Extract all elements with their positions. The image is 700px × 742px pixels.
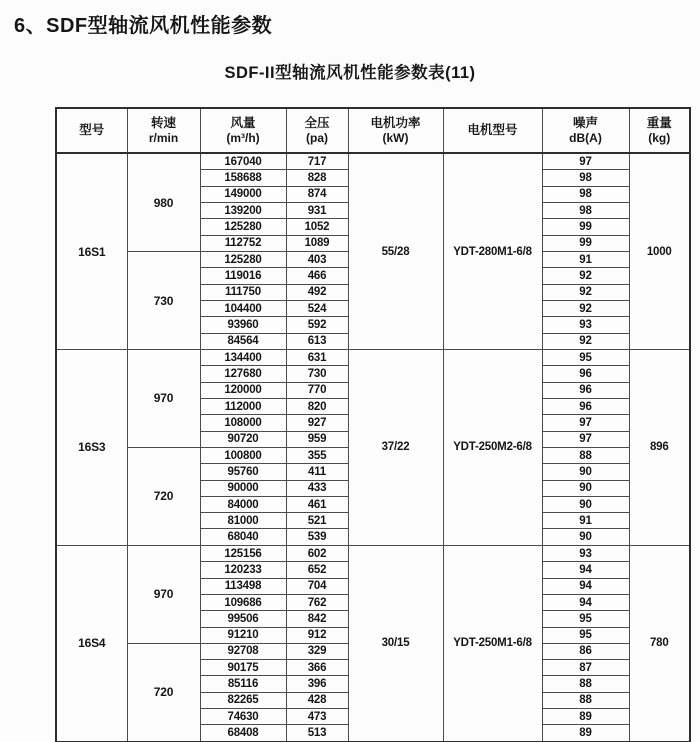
- cell-total-pressure: 730: [286, 366, 348, 382]
- cell-total-pressure: 329: [286, 643, 348, 659]
- cell-noise: 97: [542, 415, 629, 431]
- col-header-total-pressure-unit: (pa): [306, 130, 328, 145]
- cell-weight: 896: [629, 350, 690, 546]
- col-header-model-label: 型号: [79, 123, 105, 138]
- col-header-weight-label: 重量: [646, 115, 672, 130]
- cell-noise: 88: [542, 692, 629, 708]
- cell-motor-model: YDT-250M1-6/8: [443, 545, 542, 742]
- col-header-total-pressure-label: 全压: [304, 115, 330, 130]
- cell-air-volume: 134400: [200, 350, 286, 366]
- cell-air-volume: 84000: [200, 496, 286, 512]
- cell-speed: 720: [127, 643, 200, 742]
- cell-speed: 720: [127, 447, 200, 545]
- cell-total-pressure: 631: [286, 350, 348, 366]
- cell-total-pressure: 874: [286, 186, 348, 202]
- cell-noise: 92: [542, 300, 629, 316]
- cell-total-pressure: 524: [286, 300, 348, 316]
- cell-air-volume: 112000: [200, 398, 286, 414]
- col-header-weight-unit: (kg): [648, 130, 671, 145]
- cell-motor-power: 37/22: [348, 350, 443, 546]
- cell-air-volume: 112752: [200, 235, 286, 251]
- cell-speed: 970: [127, 545, 200, 643]
- cell-total-pressure: 704: [286, 578, 348, 594]
- cell-noise: 98: [542, 203, 629, 219]
- cell-noise: 90: [542, 464, 629, 480]
- cell-total-pressure: 613: [286, 333, 348, 349]
- cell-noise: 90: [542, 496, 629, 512]
- cell-air-volume: 81000: [200, 513, 286, 529]
- cell-noise: 96: [542, 366, 629, 382]
- col-header-speed-unit: r/min: [148, 130, 179, 145]
- cell-air-volume: 125280: [200, 252, 286, 268]
- cell-weight: 780: [629, 545, 690, 742]
- col-header-weight: [629, 108, 690, 153]
- cell-total-pressure: 461: [286, 496, 348, 512]
- cell-noise: 97: [542, 153, 629, 170]
- cell-total-pressure: 403: [286, 252, 348, 268]
- cell-total-pressure: 428: [286, 692, 348, 708]
- cell-noise: 99: [542, 219, 629, 235]
- table-row: [56, 153, 690, 170]
- col-header-model: [56, 108, 127, 153]
- cell-noise: 92: [542, 268, 629, 284]
- cell-noise: 88: [542, 676, 629, 692]
- cell-air-volume: 119016: [200, 268, 286, 284]
- cell-noise: 95: [542, 350, 629, 366]
- cell-speed: 730: [127, 252, 200, 350]
- cell-air-volume: 149000: [200, 186, 286, 202]
- cell-total-pressure: 539: [286, 529, 348, 545]
- col-header-motor-power-unit: (kW): [382, 130, 409, 145]
- model-section-16S3: [56, 350, 690, 546]
- cell-noise: 98: [542, 170, 629, 186]
- cell-motor-model: YDT-250M2-6/8: [443, 350, 542, 546]
- col-header-motor-power-label: 电机功率: [370, 115, 421, 130]
- cell-air-volume: 109686: [200, 594, 286, 610]
- cell-air-volume: 95760: [200, 464, 286, 480]
- cell-total-pressure: 366: [286, 660, 348, 676]
- col-header-air-volume-label: 风量: [230, 115, 256, 130]
- cell-noise: 88: [542, 447, 629, 463]
- cell-weight: 1000: [629, 153, 690, 350]
- cell-noise: 98: [542, 186, 629, 202]
- cell-noise: 91: [542, 513, 629, 529]
- cell-noise: 92: [542, 333, 629, 349]
- cell-noise: 89: [542, 725, 629, 742]
- cell-noise: 96: [542, 398, 629, 414]
- col-header-noise: [542, 108, 629, 153]
- cell-total-pressure: 473: [286, 709, 348, 725]
- cell-air-volume: 68040: [200, 529, 286, 545]
- page-title: 6、SDF型轴流风机性能参数: [14, 15, 273, 37]
- cell-total-pressure: 466: [286, 268, 348, 284]
- cell-noise: 94: [542, 578, 629, 594]
- cell-total-pressure: 592: [286, 317, 348, 333]
- cell-motor-model: YDT-280M1-6/8: [443, 153, 542, 350]
- cell-total-pressure: 396: [286, 676, 348, 692]
- cell-air-volume: 99506: [200, 611, 286, 627]
- cell-air-volume: 85116: [200, 676, 286, 692]
- cell-total-pressure: 1052: [286, 219, 348, 235]
- cell-total-pressure: 433: [286, 480, 348, 496]
- cell-total-pressure: 959: [286, 431, 348, 447]
- cell-total-pressure: 842: [286, 611, 348, 627]
- cell-air-volume: 93960: [200, 317, 286, 333]
- cell-air-volume: 158688: [200, 170, 286, 186]
- table-row: [56, 350, 690, 366]
- col-header-motor-power: [348, 108, 443, 153]
- cell-air-volume: 82265: [200, 692, 286, 708]
- col-header-air-volume: [200, 108, 286, 153]
- cell-motor-power: 30/15: [348, 545, 443, 742]
- cell-noise: 89: [542, 709, 629, 725]
- cell-noise: 93: [542, 545, 629, 561]
- cell-air-volume: 90175: [200, 660, 286, 676]
- document-page: [0, 9, 700, 742]
- cell-total-pressure: 912: [286, 627, 348, 643]
- cell-air-volume: 74630: [200, 709, 286, 725]
- cell-air-volume: 91210: [200, 627, 286, 643]
- header-row: [56, 108, 690, 153]
- cell-total-pressure: 355: [286, 447, 348, 463]
- cell-noise: 96: [542, 382, 629, 398]
- cell-air-volume: 120000: [200, 382, 286, 398]
- col-header-total-pressure: [286, 108, 348, 153]
- cell-noise: 95: [542, 627, 629, 643]
- fan-performance-table: [55, 107, 691, 742]
- cell-noise: 87: [542, 660, 629, 676]
- cell-air-volume: 100800: [200, 447, 286, 463]
- model-section-16S1: [56, 153, 690, 350]
- cell-speed: 980: [127, 153, 200, 252]
- cell-noise: 90: [542, 480, 629, 496]
- cell-air-volume: 68408: [200, 725, 286, 742]
- cell-air-volume: 111750: [200, 284, 286, 300]
- cell-motor-power: 55/28: [348, 153, 443, 350]
- cell-air-volume: 139200: [200, 203, 286, 219]
- cell-noise: 92: [542, 284, 629, 300]
- col-header-noise-unit: dB(A): [569, 130, 602, 145]
- cell-total-pressure: 652: [286, 562, 348, 578]
- cell-noise: 97: [542, 431, 629, 447]
- cell-total-pressure: 931: [286, 203, 348, 219]
- cell-total-pressure: 820: [286, 398, 348, 414]
- cell-total-pressure: 492: [286, 284, 348, 300]
- table-title: SDF-II型轴流风机性能参数表(11): [224, 64, 476, 82]
- cell-noise: 94: [542, 594, 629, 610]
- cell-total-pressure: 411: [286, 464, 348, 480]
- cell-noise: 90: [542, 529, 629, 545]
- cell-air-volume: 113498: [200, 578, 286, 594]
- cell-model: 16S4: [56, 545, 127, 742]
- cell-total-pressure: 521: [286, 513, 348, 529]
- cell-model: 16S1: [56, 153, 127, 350]
- cell-total-pressure: 1089: [286, 235, 348, 251]
- cell-total-pressure: 513: [286, 725, 348, 742]
- cell-air-volume: 104400: [200, 300, 286, 316]
- col-header-motor-model-label: 电机型号: [467, 123, 518, 138]
- cell-total-pressure: 927: [286, 415, 348, 431]
- table-header: [56, 108, 690, 153]
- cell-total-pressure: 602: [286, 545, 348, 561]
- cell-noise: 99: [542, 235, 629, 251]
- col-header-motor-model: [443, 108, 542, 153]
- cell-air-volume: 90720: [200, 431, 286, 447]
- cell-total-pressure: 717: [286, 153, 348, 170]
- cell-noise: 86: [542, 643, 629, 659]
- cell-air-volume: 167040: [200, 153, 286, 170]
- cell-air-volume: 84564: [200, 333, 286, 349]
- cell-air-volume: 125280: [200, 219, 286, 235]
- table-row: [56, 545, 690, 561]
- cell-total-pressure: 770: [286, 382, 348, 398]
- col-header-speed-label: 转速: [150, 115, 176, 130]
- cell-air-volume: 90000: [200, 480, 286, 496]
- cell-air-volume: 120233: [200, 562, 286, 578]
- cell-air-volume: 108000: [200, 415, 286, 431]
- cell-speed: 970: [127, 350, 200, 448]
- cell-total-pressure: 828: [286, 170, 348, 186]
- cell-model: 16S3: [56, 350, 127, 546]
- col-header-speed: [127, 108, 200, 153]
- cell-total-pressure: 762: [286, 594, 348, 610]
- cell-noise: 91: [542, 252, 629, 268]
- col-header-air-volume-unit: (m³/h): [226, 130, 260, 145]
- cell-air-volume: 92708: [200, 643, 286, 659]
- cell-air-volume: 125156: [200, 545, 286, 561]
- col-header-noise-label: 噪声: [572, 115, 598, 130]
- cell-noise: 94: [542, 562, 629, 578]
- cell-noise: 93: [542, 317, 629, 333]
- cell-air-volume: 127680: [200, 366, 286, 382]
- cell-noise: 95: [542, 611, 629, 627]
- model-section-16S4: [56, 545, 690, 742]
